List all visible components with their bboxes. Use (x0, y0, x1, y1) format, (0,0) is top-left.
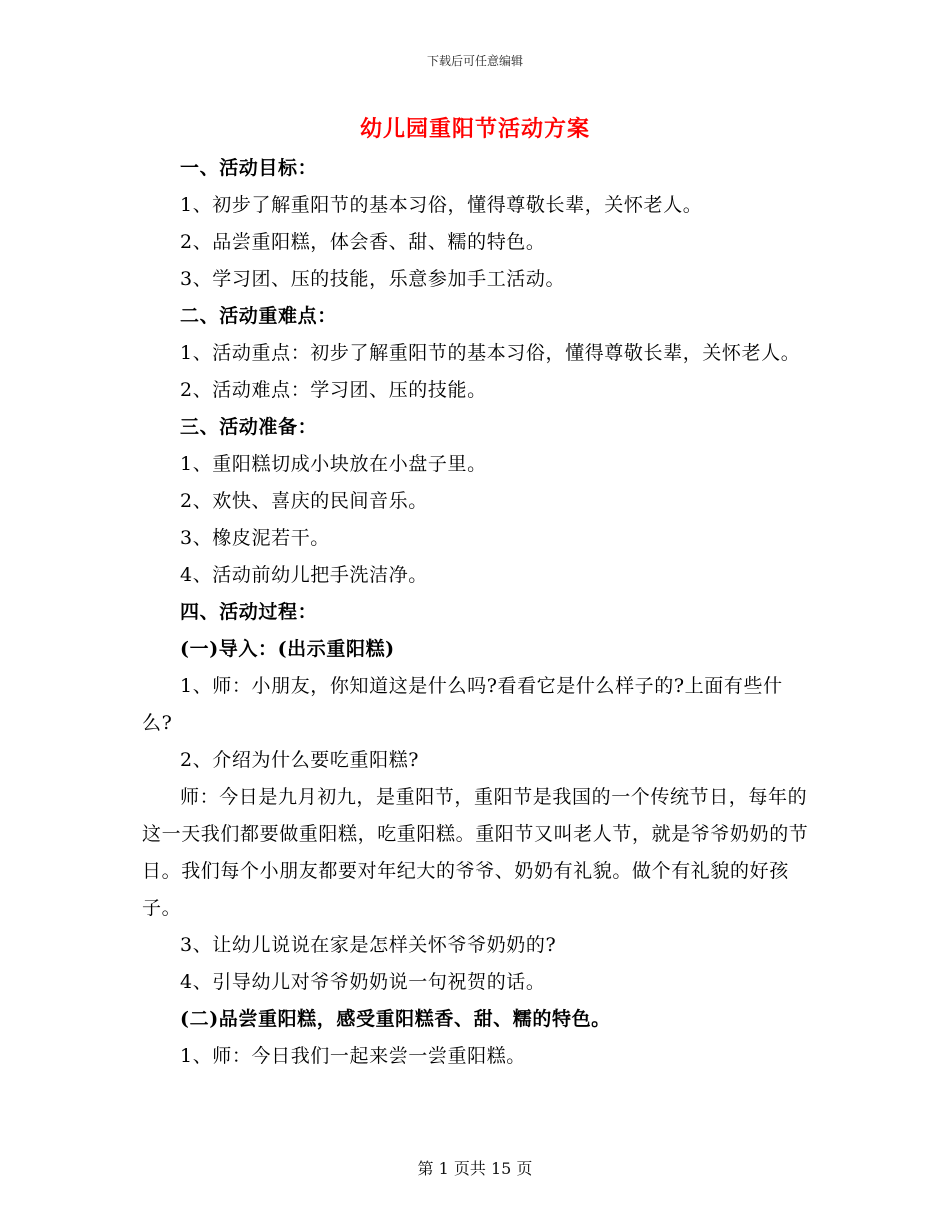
document-title: 幼儿园重阳节活动方案 (359, 116, 590, 142)
section-heading: 一、活动目标： (180, 157, 318, 179)
paragraph: 1、重阳糕切成小块放在小盘子里。 (180, 453, 487, 475)
paragraph: 4、引导幼儿对爷爷奶奶说一句祝贺的话。 (180, 971, 546, 993)
paragraph: 3、橡皮泥若干。 (180, 527, 330, 549)
paragraph: 2、欢快、喜庆的民间音乐。 (180, 490, 428, 512)
paragraph: 4、活动前幼儿把手洗洁净。 (180, 564, 428, 586)
paragraph: 1、初步了解重阳节的基本习俗，懂得尊敬长辈，关怀老人。 (180, 194, 703, 216)
document-body (142, 150, 810, 1075)
paragraph: 3、学习团、压的技能，乐意参加手工活动。 (180, 268, 566, 290)
section-heading: (二)品尝重阳糕，感受重阳糕香、甜、糯的特色。 (180, 1008, 611, 1030)
paragraph: 3、让幼儿说说在家是怎样关怀爷爷奶奶的? (180, 934, 557, 956)
paragraph: 1、活动重点：初步了解重阳节的基本习俗，懂得尊敬长辈，关怀老人。 (180, 342, 801, 364)
section-heading: 三、活动准备： (180, 416, 318, 438)
paragraph: 2、介绍为什么要吃重阳糕? (180, 749, 420, 771)
paragraph: 1、师：今日我们一起来尝一尝重阳糕。 (180, 1045, 526, 1067)
section-heading: 四、活动过程： (180, 601, 318, 623)
section-heading: (一)导入：(出示重阳糕) (180, 638, 395, 660)
paragraph: 1、师：小朋友，你知道这是什么吗?看看它是什么样子的?上面有些什么? (142, 675, 783, 734)
section-heading: 二、活动重难点： (180, 305, 337, 327)
paragraph: 2、品尝重阳糕，体会香、甜、糯的特色。 (180, 231, 546, 253)
header-note: 下载后可任意编辑 (426, 54, 523, 68)
paragraph: 师：今日是九月初九，是重阳节，重阳节是我国的一个传统节日，每年的这一天我们都要做重阳糕，吃重阳糕。重阳节又叫老人节，就是爷爷奶奶的节日。我们每个小朋友都要对年纪大的爷爷、奶奶有礼貌。做个有礼貌的好孩子。 (142, 786, 809, 919)
paragraph: 2、活动难点：学习团、压的技能。 (180, 379, 487, 401)
page-footer: 第 1 页共 15 页 (417, 1159, 533, 1178)
